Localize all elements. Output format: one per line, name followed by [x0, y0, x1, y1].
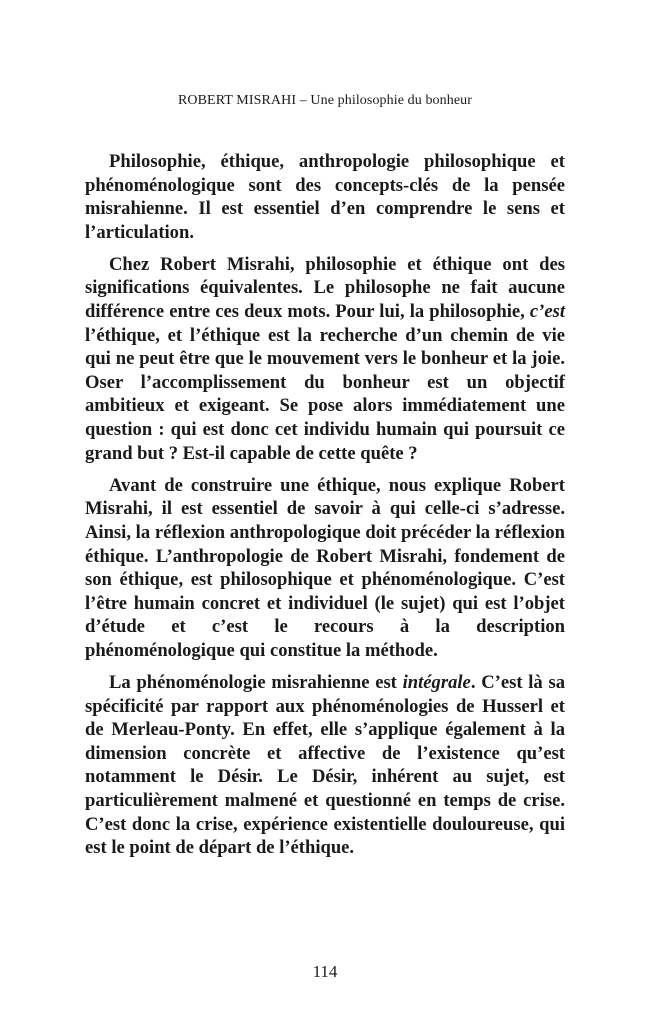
paragraph-3-text: Avant de construire une éthique, nous explique Robert Misrahi, il est essentiel de savoir à qui celle-ci s’adresse. Ainsi, la réflexion anthropologique doit précéder la réflexion éthique. L’anthropologie de Robert Misrahi, fondement de son éthique, est philosophique et phénoménologique. C’est l’être humain concret et individuel (le sujet) qui est l’objet d’étude et c’est le recours à la description phénoménologique qui constitue la méthode.: [85, 474, 565, 661]
page-number: 114: [312, 962, 338, 981]
paragraph-3: [85, 474, 565, 663]
paragraph-2-emphasis: c’est: [529, 301, 565, 323]
paragraph-4-emphasis: intégrale: [402, 671, 471, 693]
paragraph-2: [85, 253, 565, 465]
paragraph-4: [85, 671, 565, 860]
running-header: ROBERT MISRAHI – Une philosophie du bonheur: [177, 93, 473, 108]
body-text: [85, 150, 565, 868]
paragraph-4-text-b: . C’est là sa spécificité par rapport aux phénoménologies de Husserl et de Merleau-Ponty. En effet, elle s’applique également à la dimension concrète et affective de l’existence qu’est notamment le Désir. Le Désir, inhérent au sujet, est particulièrement malmené et questionné en temps de crise. C’est donc la crise, expérience existentielle douloureuse, qui est le point de départ de l’éthique.: [85, 671, 565, 859]
paragraph-2-text-b: l’éthique, et l’éthique est la recherche d’un chemin de vie qui ne peut être que le mouvement vers le bonheur et la joie. Oser l’accomplissement du bonheur est un objectif ambitieux et exigeant. Se pose alors immédiatement une question : qui est donc cet individu humain qui poursuit ce grand but ? Est-il capable de cette quête ?: [85, 324, 565, 464]
paragraph-1: [85, 150, 565, 244]
paragraph-4-text-a: La phénoménologie misrahienne est: [109, 671, 403, 693]
paragraph-2-text-a: Chez Robert Misrahi, philosophie et éthique ont des significations équivalentes. Le philosophe ne fait aucune différence entre ces deux mots. Pour lui, la philosophie,: [85, 253, 565, 323]
paragraph-1-text: Philosophie, éthique, anthropologie philosophique et phénoménologique sont des concepts-clés de la pensée misrahienne. Il est essentiel d’en comprendre le sens et l’articulation.: [85, 151, 565, 243]
